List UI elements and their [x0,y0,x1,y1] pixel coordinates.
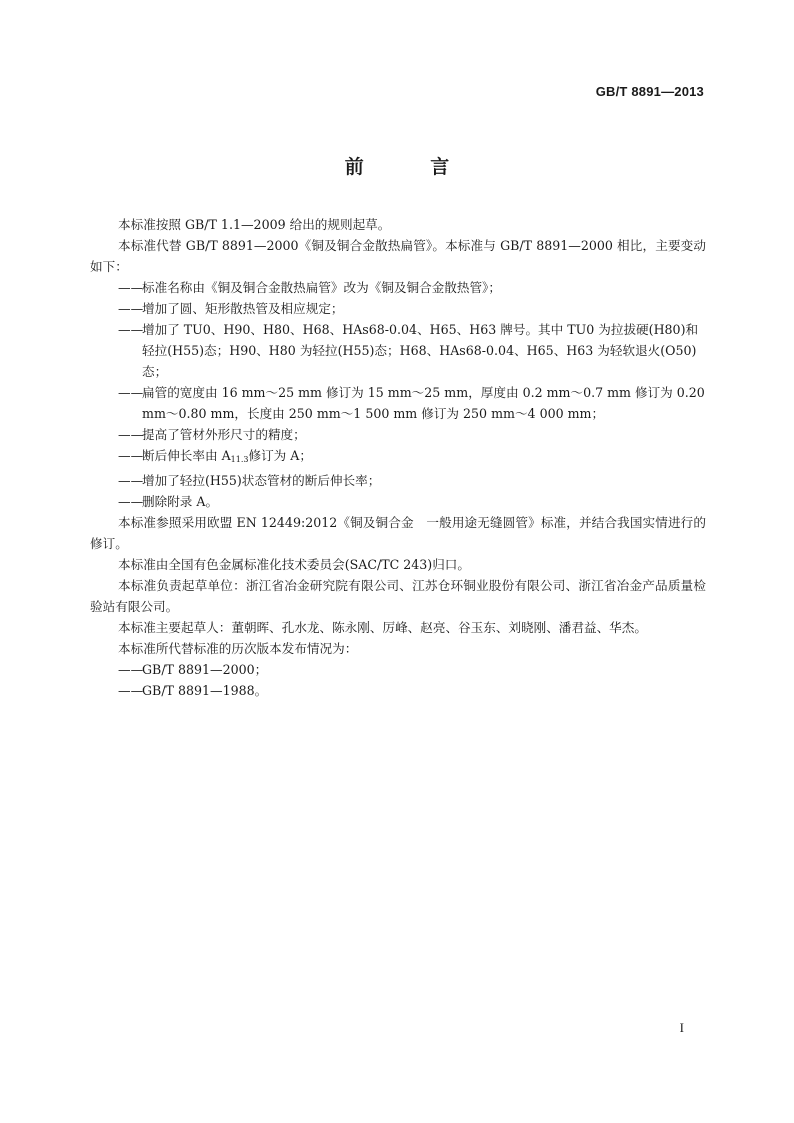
list-item-text: 标准名称由《铜及铜合金散热扁管》改为《铜及铜合金散热管》； [142,280,501,295]
dash-marker: —— [118,280,144,295]
standard-code: GB/T 8891—2013 [595,84,704,99]
list-item [90,319,706,382]
list-item [90,470,706,491]
paragraph: 本标准主要起草人：董朝晖、孔水龙、陈永刚、厉峰、赵亮、谷玉东、刘晓刚、潘君益、华杰。 [118,620,647,635]
list-item [90,491,706,512]
dash-marker: —— [118,301,144,316]
dash-marker: —— [118,448,144,463]
paragraph: 本标准参照采用欧盟 EN 12449:2012《铜及铜合金 一般用途无缝圆管》标准，并结合我国实情进行的修订。 [90,515,706,551]
paragraph: 本标准按照 GB/T 1.1—2009 给出的规则起草。 [118,217,391,232]
list-item [90,680,706,701]
dash-marker: —— [118,494,144,509]
dash-marker: —— [118,427,144,442]
paragraph: 本标准负责起草单位：浙江省冶金研究院有限公司、江苏仓环铜业股份有限公司、浙江省冶金产品质量检验站有限公司。 [90,578,706,614]
page-title: 前 言 [344,156,480,178]
dash-marker: —— [118,683,144,698]
paragraph: 本标准代替 GB/T 8891—2000《铜及铜合金散热扁管》。本标准与 GB/T 8891—2000 相比，主要变动如下： [90,238,706,274]
list-item-text: GB/T 8891—1988。 [142,683,268,698]
list-item [90,277,706,298]
list-item-text: 删除附录 A。 [142,494,219,509]
list-item-text: 提高了管材外形尺寸的精度； [142,427,306,442]
dash-marker: —— [118,322,144,337]
list-item [90,382,706,424]
list-item [90,298,706,319]
list-item-text: 扁管的宽度由 16 mm～25 mm 修订为 15 mm～25 mm，厚度由 0.2 mm～0.7 mm 修订为 0.20 mm～0.80 mm，长度由 250 mm～1 500 mm 修订为 250 mm～4 000 mm； [142,385,705,421]
paragraph: 本标准所代替标准的历次版本发布情况为： [118,641,358,656]
list-item-text: 增加了圆、矩形散热管及相应规定； [142,301,344,316]
list-item-text: 增加了轻拉(H55)状态管材的断后伸长率； [142,473,381,488]
paragraph: 本标准由全国有色金属标准化技术委员会(SAC/TC 243)归口。 [118,557,470,572]
list-item [90,659,706,680]
page-number: I [679,1020,684,1035]
list-item-text: 增加了 TU0、H90、H80、H68、HAs68-0.04、H65、H63 牌号。其中 TU0 为拉拔硬(H80)和轻拉(H55)态；H90、H80 为轻拉(H55)态；H68、HAs68-0.04、H65、H63 为轻软退火(O50)态； [142,322,699,379]
list-item [90,424,706,445]
list-item-text: GB/T 8891—2000； [142,662,268,677]
list-item [90,445,706,470]
foreword-body [90,214,706,701]
dash-marker: —— [118,385,144,400]
subscript: 11.3 [230,455,249,464]
dash-marker: —— [118,662,144,677]
list-item-text: 修订为 A； [248,448,312,463]
dash-marker: —— [118,473,144,488]
list-item-text: 断后伸长率由 A [142,448,231,463]
